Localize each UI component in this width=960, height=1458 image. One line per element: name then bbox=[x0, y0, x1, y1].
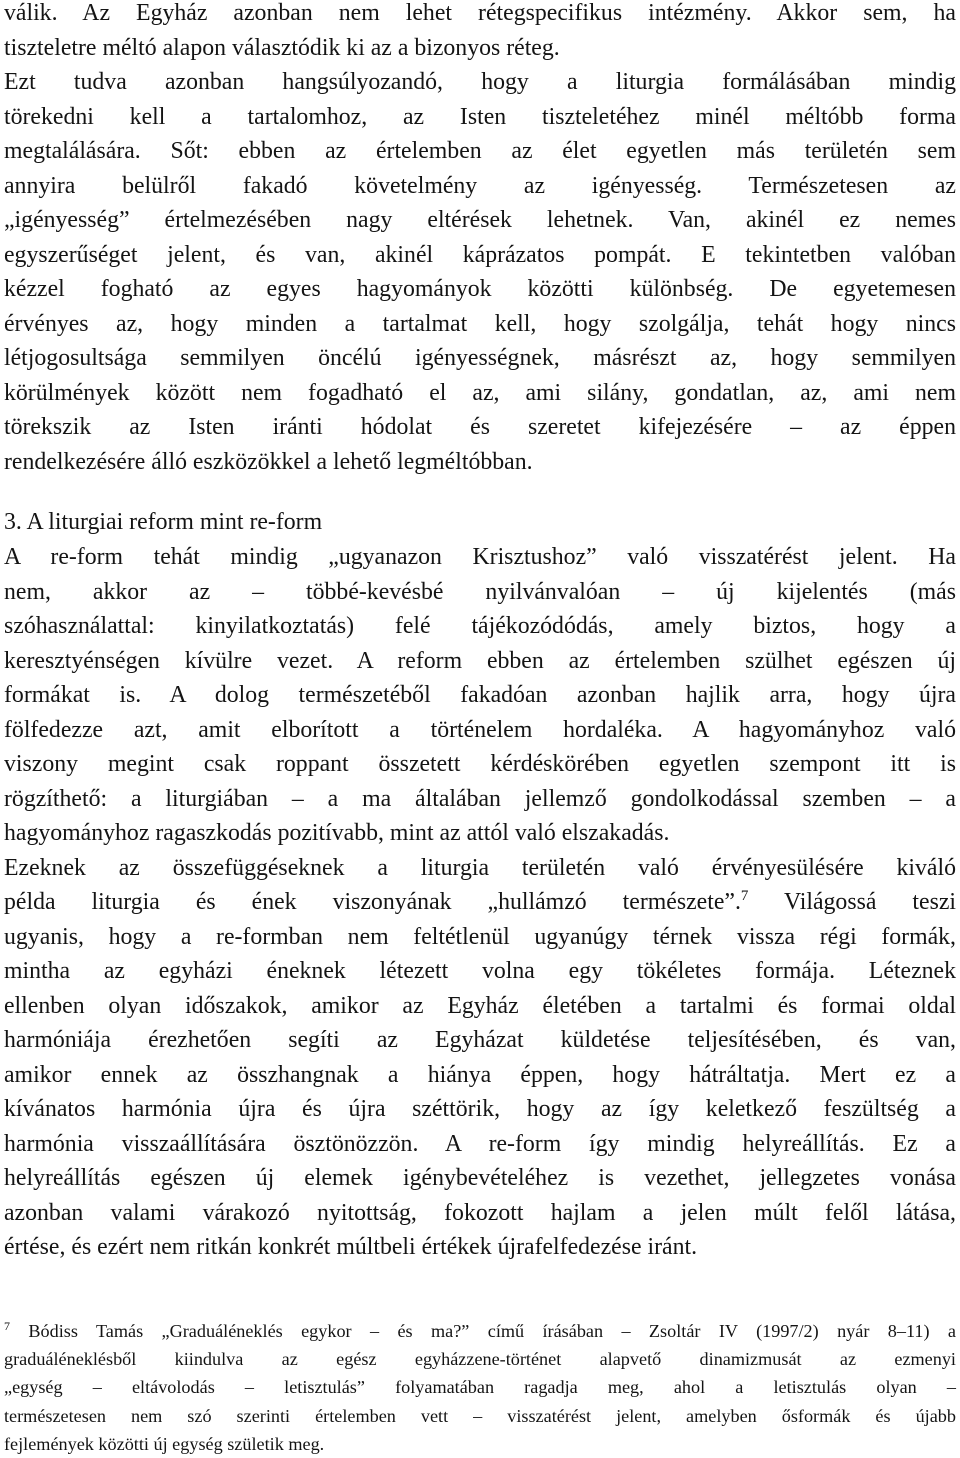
text-line: mintha az egyházi éneknek létezett volna egy tökéletes formája. Léteznek bbox=[4, 958, 956, 984]
text-line: nem, akkor az – többé-kevésbé nyilvánvalóan – új kijelentés (más bbox=[4, 578, 956, 605]
text-line: ellenben olyan időszakok, amikor az Egyház életében a tartalmi és formai oldal bbox=[4, 992, 956, 1019]
text-line: körülmények között nem fogadható el az, ami silány, gondatlan, az, ami nem bbox=[4, 379, 956, 406]
text-line: keresztyénségen kívülre vezet. A reform ebben az értelemben szülhet egészen új bbox=[4, 647, 956, 674]
section-heading: 3. A liturgiai reform mint re-form bbox=[4, 509, 323, 535]
text-line: törekszik az Isten iránti hódolat és szeretet kifejezésére – az éppen bbox=[4, 414, 956, 440]
text-line: rögzíthető: a liturgiában – a ma általában jellemző gondolkodással szemben – a bbox=[4, 785, 956, 812]
text-span: példa liturgia és ének viszonyának „hullámzó természete”. bbox=[4, 889, 741, 915]
section-body bbox=[4, 540, 956, 1265]
footnote-reference[interactable]: 7 bbox=[740, 888, 749, 905]
text-line: amikor ennek az összhangnak a hiánya éppen, hogy hátráltatja. Mert ez a bbox=[4, 1061, 956, 1088]
text-line: létjogosultsága semmilyen öncélú igényességnek, másrészt az, hogy semmilyen bbox=[4, 345, 956, 371]
text-line: szóhasználattal: kinyilatkoztatás) felé tájékozódódás, amely biztos, hogy a bbox=[4, 613, 956, 639]
text-line: megtalálására. Sőt: ebben az értelemben az élet egyetlen más területén sem bbox=[4, 138, 956, 164]
text-line: helyreállítás egészen új elemek igénybevételéhez is vezethet, jellegzetes vonása bbox=[4, 1165, 956, 1191]
text-line: ugyanis, hogy a re-formban nem feltétlenül ugyanúgy térnek vissza régi formák, bbox=[4, 923, 956, 950]
text-line: kézzel fogható az egyes hagyományok közötti különbség. De egyetemesen bbox=[4, 276, 956, 302]
footnote bbox=[4, 1317, 956, 1458]
text-line: tiszteletre méltó alapon választódik ki az a bizonyos réteg. bbox=[4, 34, 560, 61]
text-line: törekedni kell a tartalomhoz, az Isten tiszteletéhez minél méltóbb forma bbox=[4, 103, 956, 130]
footnote-line: természetesen nem szó szerinti értelemben vett – visszatérést jelent, amelyben ősformák és újabb bbox=[4, 1405, 956, 1426]
text-line: formákat is. A dolog természetéből fakadóan azonban hajlik arra, hogy újra bbox=[4, 682, 956, 708]
body-paragraph bbox=[4, 0, 956, 479]
text-line: viszony megint csak roppant összetett kérdéskörében egyetlen szempont itt is bbox=[4, 751, 956, 777]
footnote-line bbox=[4, 1317, 956, 1345]
text-span: Világossá teszi bbox=[748, 889, 957, 915]
text-line: rendelkezésére álló eszközökkel a lehető legméltóbban. bbox=[4, 448, 533, 475]
text-line: harmónia visszaállítására ösztönözzön. A re-form így mindig helyreállítás. Ez a bbox=[4, 1130, 956, 1157]
text-line: azonban valami várakozó nyitottság, fokozott hajlam a jelen múlt felől látása, bbox=[4, 1199, 956, 1226]
section-heading-block bbox=[4, 505, 956, 540]
text-line: harmóniája érezhetően segíti az Egyházat küldetése teljesítésében, és van, bbox=[4, 1027, 956, 1053]
text-line: egyszerűséget jelent, és van, akinél káprázatos pompát. E tekintetben valóban bbox=[4, 241, 956, 268]
text-line: A re-form tehát mindig „ugyanazon Krisztushoz” való visszatérést jelent. Ha bbox=[4, 544, 956, 570]
footnote-line: „egység – eltávolodás – letisztulás” folyamatában ragadja meg, ahol a letisztulás olyan – bbox=[4, 1377, 956, 1398]
text-line bbox=[4, 885, 956, 920]
text-line: Ezeknek az összefüggéseknek a liturgia területén való érvényesülésére kiváló bbox=[4, 854, 956, 881]
text-line: fölfedezze azt, amit elborított a történelem hordaléka. A hagyományhoz való bbox=[4, 716, 956, 743]
text-line: hagyományhoz ragaszkodás pozitívabb, mint az attól való elszakadás. bbox=[4, 820, 670, 846]
text-line: érvényes az, hogy minden a tartalmat kell, hogy szolgálja, tehát hogy nincs bbox=[4, 310, 956, 337]
footnote-line: fejlemények közötti új egység születik meg. bbox=[4, 1433, 325, 1454]
footnote-number: 7 bbox=[4, 1318, 10, 1333]
text-line: annyira belülről fakadó követelmény az igényesség. Természetesen az bbox=[4, 172, 956, 199]
footnote-line: graduáléneklésből kiindulva az egész egyházzene-történet alapvető dinamizmusát az ezmenyi bbox=[4, 1349, 956, 1370]
footnote-text: Bódiss Tamás „Graduáléneklés egykor – és ma?” című írásában – Zsoltár IV (1997/2) nyár 8–11) a bbox=[10, 1321, 956, 1341]
text-line: kívánatos harmónia újra és újra széttörik, hogy az így keletkező feszültség a bbox=[4, 1096, 956, 1122]
text-line: Ezt tudva azonban hangsúlyozandó, hogy a liturgia formálásában mindig bbox=[4, 69, 956, 95]
text-line: válik. Az Egyház azonban nem lehet rétegspecifikus intézmény. Akkor sem, ha bbox=[4, 0, 956, 26]
text-line: értése, és ezért nem ritkán konkrét múltbeli értékek újrafelfedezése iránt. bbox=[4, 1234, 698, 1260]
text-line: „igényesség” értelmezésében nagy eltérések lehetnek. Van, akinél ez nemes bbox=[4, 207, 956, 233]
